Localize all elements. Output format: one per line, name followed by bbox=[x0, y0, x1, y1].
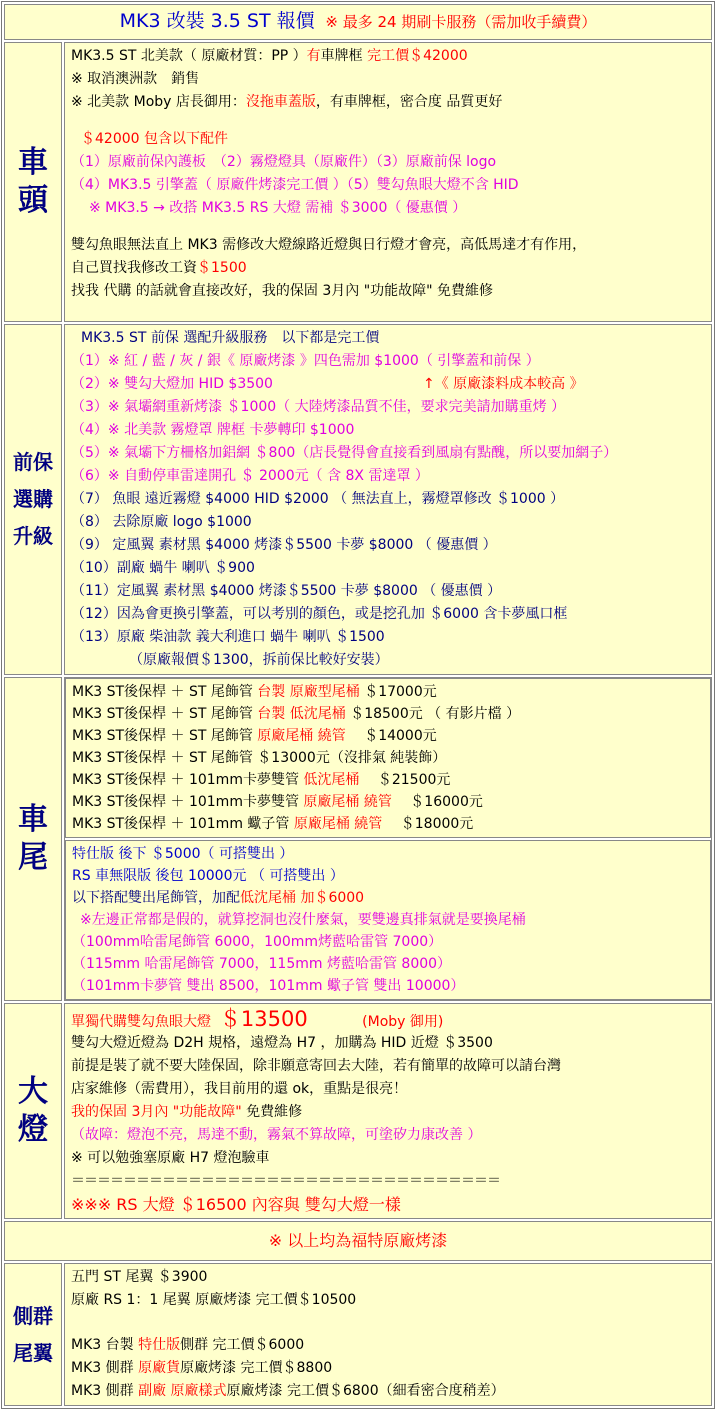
text-line: ＄42000 包含以下配件 bbox=[81, 131, 228, 147]
text-line: 尾翼 bbox=[13, 1340, 53, 1365]
text-line: RS 車無限版 後包 10000元 （ 可搭雙出 ） bbox=[72, 868, 344, 884]
text-line: 原廠尾桶 繞管 bbox=[257, 728, 346, 744]
text-line: 選購 bbox=[13, 487, 53, 511]
text-line: MK3 側群 bbox=[71, 1383, 139, 1399]
text-line: ↑《 原廠漆料成本較高 》 bbox=[422, 376, 584, 392]
text-line: （115mm 哈雷尾飾管 7000，115mm 烤藍哈雷管 8000） bbox=[72, 956, 452, 972]
text-line: ＄17000元 bbox=[359, 684, 437, 700]
text-line: （9） 定風翼 素材黑 $4000 烤漆＄5500 卡夢 $8000 （ 優惠價 ） bbox=[71, 537, 497, 553]
text-line: （10）副廠 蝸牛 喇叭 ＄900 bbox=[71, 560, 255, 576]
text-line: MK3 ST後保桿 ＋ 101mm卡夢雙管 bbox=[72, 772, 304, 788]
title-row bbox=[4, 4, 712, 40]
text-line: (Moby 御用) bbox=[362, 1014, 444, 1030]
text-line: （100mm哈雷尾飾管 6000，100mm烤藍哈雷管 7000） bbox=[72, 934, 443, 950]
text-line: 原廠 RS 1：1 尾翼 原廠烤漆 完工價＄10500 bbox=[71, 1292, 357, 1308]
text-line: 前提是裝了就不要大陸保固，除非願意寄回去大陸，若有簡單的故障可以請台灣 bbox=[71, 1058, 561, 1074]
text-line: 車 bbox=[18, 802, 48, 837]
text-line: 車 bbox=[18, 145, 48, 180]
front-label bbox=[4, 42, 62, 322]
text-line: ※ MK3.5 → 改搭 MK3.5 RS 大燈 需補 ＄3000（ 優惠價 ） bbox=[89, 200, 467, 216]
text-line: MK3 ST後保桿 ＋ ST 尾飾管 bbox=[72, 684, 258, 700]
text-line: 五門 ST 尾翼 ＄3900 bbox=[71, 1269, 208, 1285]
text-line: 自己買找我修改工資 bbox=[71, 260, 197, 276]
text-line: ※ 可以勉強塞原廠 H7 燈泡驗車 bbox=[71, 1150, 270, 1166]
text-line: 特仕版 後下 ＄5000（ 可搭雙出 ） bbox=[72, 846, 294, 862]
lamp-label bbox=[4, 1003, 62, 1219]
text-line: （3）※ 氣壩網重新烤漆 ＄1000（ 大陸烤漆品質不佳，要求完美請加購重烤 ） bbox=[71, 399, 566, 415]
text-line: ※左邊正常都是假的，就算挖洞也沒什麼氣，要雙邊真排氣就是要換尾桶 bbox=[80, 912, 526, 928]
rear-kit-list bbox=[65, 840, 711, 1000]
text-line: 沒拖車蓋版 bbox=[245, 94, 316, 110]
text-line: 完工價＄42000 bbox=[367, 48, 468, 64]
text-line: MK3.5 ST 北美款（ 原廠材質：PP ） bbox=[71, 48, 307, 64]
text-line: 原廠烤漆 完工價＄6800（細看密合度稍差） bbox=[226, 1383, 505, 1399]
text-line: 側群 bbox=[13, 1303, 53, 1328]
text-line: 燈 bbox=[18, 1112, 48, 1147]
text-line: 以下搭配雙出尾飾管，加配 bbox=[72, 890, 240, 906]
text-line: 店家維修（需費用），我目前用的還 ok，重點是很亮！ bbox=[71, 1081, 408, 1097]
text-line: 單獨代購雙勾魚眼大燈 bbox=[71, 1014, 211, 1030]
text-line: ＝＝＝＝＝＝＝＝＝＝＝＝＝＝＝＝＝＝＝＝＝＝＝＝＝＝＝＝＝＝＝＝＝ bbox=[71, 1173, 500, 1189]
text-line: （1）※ 紅 / 藍 / 灰 / 銀《 原廠烤漆 》四色需加 $1000（ 引擎蓋和前保 ） bbox=[71, 353, 540, 369]
text-line: 前保 bbox=[13, 450, 53, 474]
text-line: MK3.5 ST 前保 選配升級服務 以下都是完工價 bbox=[81, 330, 380, 346]
text-line: （11）定風翼 素材黑 $4000 烤漆＄5500 卡夢 $8000 （ 優惠價 ） bbox=[71, 583, 502, 599]
text-line: ＄16000元 bbox=[391, 794, 483, 810]
front-line bbox=[71, 45, 705, 68]
rear-bumper-list bbox=[65, 678, 711, 838]
front-section bbox=[64, 42, 712, 322]
text-line: 我的保固 3月內 "功能故障" bbox=[71, 1104, 242, 1120]
text-line: 尾 bbox=[18, 840, 48, 875]
lamp-section bbox=[64, 1003, 712, 1219]
page-title: MK3 改裝 3.5 ST 報價 bbox=[119, 10, 315, 32]
text-line: （故障：燈泡不亮，馬達不動，霧氣不算故障，可塗矽力康改善 ） bbox=[71, 1127, 482, 1143]
text-line: （5）※ 氣壩下方柵格加鋁網 ＄800（店長覺得會直接看到風扇有點醜，所以要加網子） bbox=[71, 445, 618, 461]
text-line: ＄1500 bbox=[197, 260, 247, 276]
text-line: ※ 北美款 Moby 店長御用： bbox=[71, 94, 246, 110]
text-line: 低沈尾桶 bbox=[303, 772, 360, 788]
bumper-label bbox=[4, 324, 62, 675]
text-line: （2）※ 雙勾大燈加 HID $3500 bbox=[71, 376, 273, 392]
side-label bbox=[4, 1263, 62, 1406]
text-line: 原廠尾桶 繞管 bbox=[303, 794, 392, 810]
text-line: 大 bbox=[18, 1074, 48, 1109]
text-line: 原廠尾桶 繞管 bbox=[293, 816, 383, 832]
text-line: MK3 側群 bbox=[71, 1360, 139, 1376]
text-line: （13）原廠 柴油款 義大利進口 蝸牛 喇叭 ＄1500 bbox=[71, 629, 385, 645]
text-line: ※※※ RS 大燈 ＄16500 內容與 雙勾大燈一樣 bbox=[71, 1195, 401, 1214]
text-line: （7） 魚眼 遠近霧燈 $4000 HID $2000 （ 無法直上，霧燈罩修改 ＄1000 ） bbox=[71, 491, 565, 507]
text-line: 頭 bbox=[18, 183, 48, 218]
text-line: 低沈尾桶 加＄6000 bbox=[240, 890, 365, 906]
text-line: ＄18000元 bbox=[382, 816, 474, 832]
text-line: ＄13500 bbox=[219, 1007, 308, 1031]
text-line: ＄18500元 （ 有影片檔 ） bbox=[345, 706, 521, 722]
text-line: （4）MK3.5 引擎蓋（ 原廠件烤漆完工價 ）（5）雙勾魚眼大燈不含 HID bbox=[71, 177, 519, 193]
text-line: 雙勾大燈近燈為 D2H 規格，遠燈為 H7 ，加購為 HID 近燈 ＄3500 bbox=[71, 1035, 493, 1051]
text-line: 免費維修 bbox=[241, 1104, 303, 1120]
side-section bbox=[64, 1263, 712, 1406]
text-line: 雙勾魚眼無法直上 MK3 需修改大燈線路近燈與日行燈才會亮，高低馬達才有作用， bbox=[71, 237, 587, 253]
text-line: 原廠貨 bbox=[138, 1360, 181, 1376]
price-table bbox=[1, 1, 715, 1409]
text-line: MK3 ST後保桿 ＋ ST 尾飾管 bbox=[72, 706, 258, 722]
text-line: 有 bbox=[306, 48, 321, 64]
text-line: 副廠 原廠樣式 bbox=[138, 1383, 227, 1399]
text-line: ※ 取消澳洲款 銷售 bbox=[71, 71, 200, 87]
paint-note: ※ 以上均為福特原廠烤漆 bbox=[4, 1221, 712, 1261]
text-line: ＄14000元 bbox=[345, 728, 437, 744]
text-line: MK3 ST後保桿 ＋ 101mm 蠍子管 bbox=[72, 816, 294, 832]
text-line: 台製 低沈尾桶 bbox=[257, 706, 346, 722]
text-line: 原廠烤漆 完工價＄8800 bbox=[180, 1360, 333, 1376]
text-line: ＄21500元 bbox=[359, 772, 451, 788]
text-line: MK3 台製 bbox=[71, 1337, 139, 1353]
text-line: （12）因為會更換引擎蓋，可以考別的顏色，或是挖孔加 ＄6000 含卡夢風口框 bbox=[71, 606, 568, 622]
text-line: 特仕版 bbox=[138, 1337, 181, 1353]
text-line: （原廠報價＄1300，拆前保比較好安裝） bbox=[129, 652, 389, 668]
rear-label bbox=[4, 677, 62, 1001]
text-line: 台製 原廠型尾桶 bbox=[257, 684, 360, 700]
text-line: 找我 代購 的話就會直接改好，我的保固 3月內 "功能故障" 免費維修 bbox=[71, 283, 494, 299]
text-line: 側群 完工價＄6000 bbox=[180, 1337, 305, 1353]
text-line: （1）原廠前保內護板 （2）霧燈燈具（原廠件）（3）原廠前保 logo bbox=[71, 154, 497, 170]
text-line: （101mm卡夢管 雙出 8500，101mm 蠍子管 雙出 10000） bbox=[72, 978, 465, 994]
text-line: （4）※ 北美款 霧燈罩 牌框 卡夢轉印 $1000 bbox=[71, 422, 355, 438]
installment-note: ※ 最多 24 期刷卡服務（需加收手續費） bbox=[325, 13, 597, 31]
text-line: （6）※ 自動停車雷達開孔 ＄ 2000元（ 含 8X 雷達罩 ） bbox=[71, 468, 429, 484]
text-line: ，有車牌框，密合度 品質更好 bbox=[315, 94, 503, 110]
text-line: 車牌框 bbox=[320, 48, 363, 64]
rear-section bbox=[64, 677, 712, 1001]
text-line: 升級 bbox=[13, 524, 53, 548]
text-line: （8） 去除原廠 logo $1000 bbox=[71, 514, 252, 530]
bumper-section bbox=[64, 324, 712, 675]
text-line: MK3 ST後保桿 ＋ ST 尾飾管 bbox=[72, 728, 258, 744]
text-line: MK3 ST後保桿 ＋ 101mm卡夢雙管 bbox=[72, 794, 304, 810]
text-line: MK3 ST後保桿 ＋ ST 尾飾管 ＄13000元（沒排氣 純裝飾） bbox=[72, 750, 447, 766]
